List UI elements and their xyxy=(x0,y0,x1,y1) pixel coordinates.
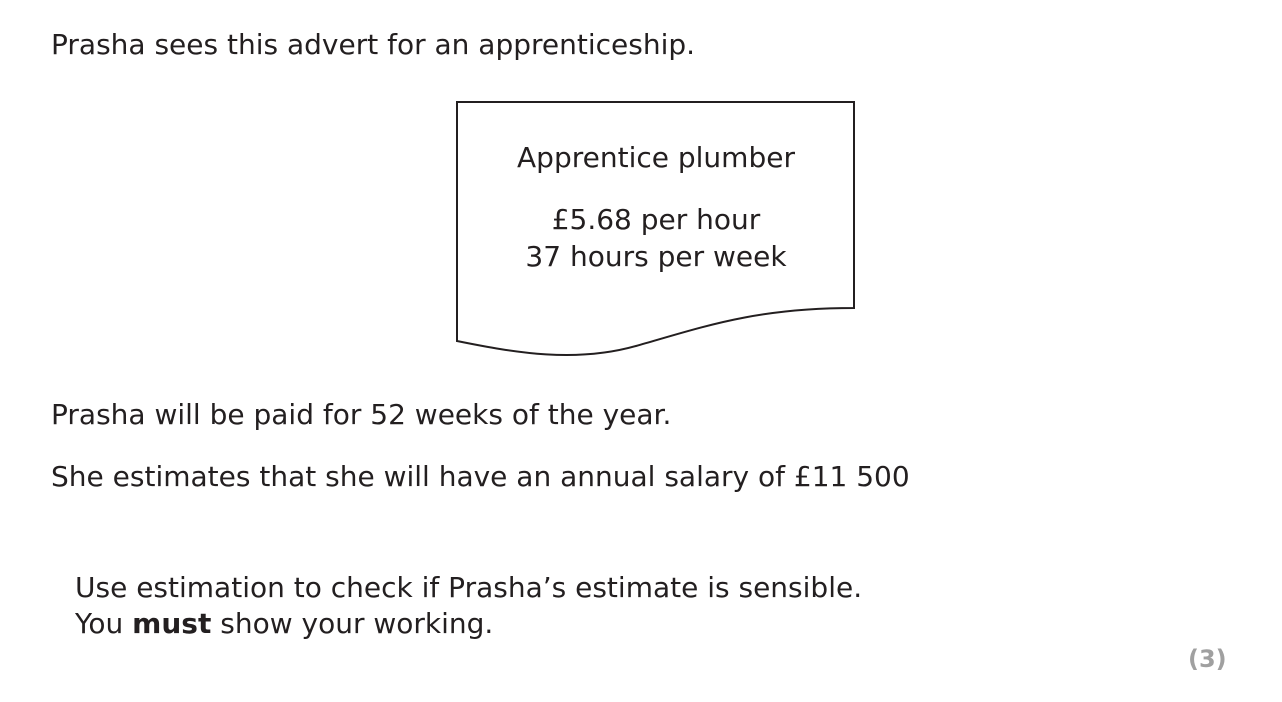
task-requirement xyxy=(75,607,493,641)
estimate-text: She estimates that she will have an annual salary of £11 500 xyxy=(51,460,910,493)
marks-label: (3) xyxy=(1188,645,1227,673)
task-requirement-suffix: show your working. xyxy=(211,607,494,640)
advert-title: Apprentice plumber xyxy=(517,141,795,174)
advert-card xyxy=(456,101,856,361)
intro-text: Prasha sees this advert for an apprenticeship. xyxy=(51,28,696,61)
advert-weekly-hours: 37 hours per week xyxy=(525,240,787,273)
weeks-text: Prasha will be paid for 52 weeks of the year. xyxy=(51,398,672,431)
task-requirement-emphasis: must xyxy=(132,607,212,640)
task-instruction: Use estimation to check if Prasha’s estimate is sensible. xyxy=(75,571,863,604)
advert-hourly-rate: £5.68 per hour xyxy=(551,203,761,236)
task-requirement-prefix: You xyxy=(75,607,133,640)
